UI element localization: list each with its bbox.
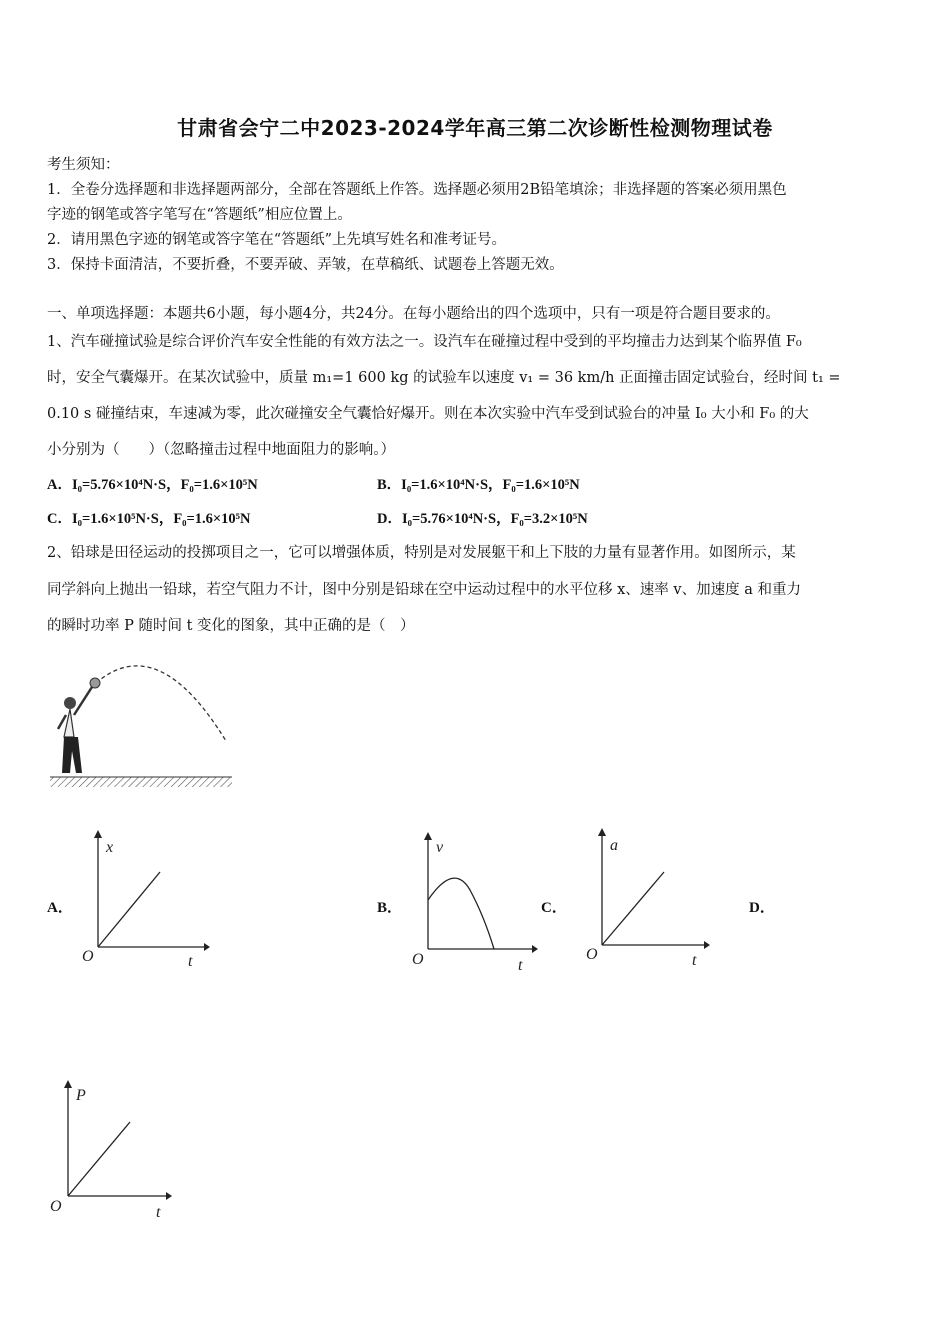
notice-item-3: 3．保持卡面清洁，不要折叠，不要弄破、弄皱，在草稿纸、试题卷上答题无效。 [47,257,564,273]
graph-c-y-label: a [610,837,618,854]
notice-item-1-cont: 字迹的钢笔或答字笔写在“答题纸”相应位置上。 [47,207,352,223]
graph-b-curve [428,878,494,949]
q2-line-1: 2、铅球是田径运动的投掷项目之一，它可以增强体质，特别是对发展躯干和上下肢的力量有显著作用。如图所示，某 [47,545,796,561]
graph-d [50,1080,180,1220]
notice-item-2: 2．请用黑色字迹的钢笔或答字笔在“答题纸”上先填写姓名和准考证号。 [47,232,507,248]
graph-d-x-label: t [156,1204,161,1221]
q1-line-3: 0.10 s 碰撞结束，车速减为零，此次碰撞安全气囊恰好爆开。则在本次实验中汽车受到试验台的冲量 I₀ 大小和 F₀ 的大 [47,406,809,422]
graph-c-origin: O [586,946,598,963]
page-title: 甘肃省会宁二中2023-2024学年高三第二次诊断性检测物理试卷 [177,116,773,140]
graph-a-y-label: x [106,839,114,856]
q2-line-3: 的瞬时功率 P 随时间 t 变化的图象，其中正确的是（ ） [47,618,415,634]
q1-option-d: D．I₀=5.76×10⁴N·S，F₀=3.2×10⁵N [377,511,588,527]
graph-a [80,830,210,970]
q1-option-c: C．I₀=1.6×10⁵N·S，F₀=1.6×10⁵N [47,511,251,527]
graph-b-x-label: t [518,957,523,974]
notice-item-1: 1．全卷分选择题和非选择题两部分，全部在答题纸上作答。选择题必须用2B铅笔填涂；非选择题的答案必须用黑色 [47,182,787,198]
graph-d-line [68,1122,130,1196]
section-heading: 一、单项选择题：本题共6小题，每小题4分，共24分。在每小题给出的四个选项中，只有一项是符合题目要求的。 [47,306,780,322]
q1-line-1: 1、汽车碰撞试验是综合评价汽车安全性能的有效方法之一。设汽车在碰撞过程中受到的平均撞击力达到某个临界值 F₀ [47,334,802,350]
q1-line-2: 时，安全气囊爆开。在某次试验中，质量 m₁=1 600 kg 的试验车以速度 v₁ = 36 km/h 正面撞击固定试验台，经时间 t₁ = [47,370,841,386]
graph-a-x-label: t [188,953,193,970]
q2-option-b-label: B． [377,900,403,916]
q2-option-c-label: C． [541,900,567,916]
graph-d-y-label: P [76,1087,86,1104]
graph-a-origin: O [82,948,94,965]
graph-a-line [98,872,160,947]
shot-put-figure [48,655,238,795]
q1-line-4: 小分别为（ ）（忽略撞击过程中地面阻力的影响。） [47,442,395,458]
q1-option-a: A．I₀=5.76×10⁴N·S，F₀=1.6×10⁵N [47,477,258,493]
graph-c-line [602,872,664,945]
graph-b [408,832,538,972]
graph-b-origin: O [412,951,424,968]
q2-option-d-label: D． [749,900,775,916]
graph-d-origin: O [50,1198,62,1215]
graph-c-x-label: t [692,952,697,969]
graph-b-y-label: v [436,839,444,856]
q2-line-2: 同学斜向上抛出一铅球，若空气阻力不计，图中分别是铅球在空中运动过程中的水平位移 x、速率 v、加速度 a 和重力 [47,582,801,598]
q1-option-b: B．I₀=1.6×10⁴N·S，F₀=1.6×10⁵N [377,477,580,493]
notice-heading: 考生须知： [47,157,120,173]
graph-c [584,828,714,968]
q2-option-a-label: A． [47,900,73,916]
